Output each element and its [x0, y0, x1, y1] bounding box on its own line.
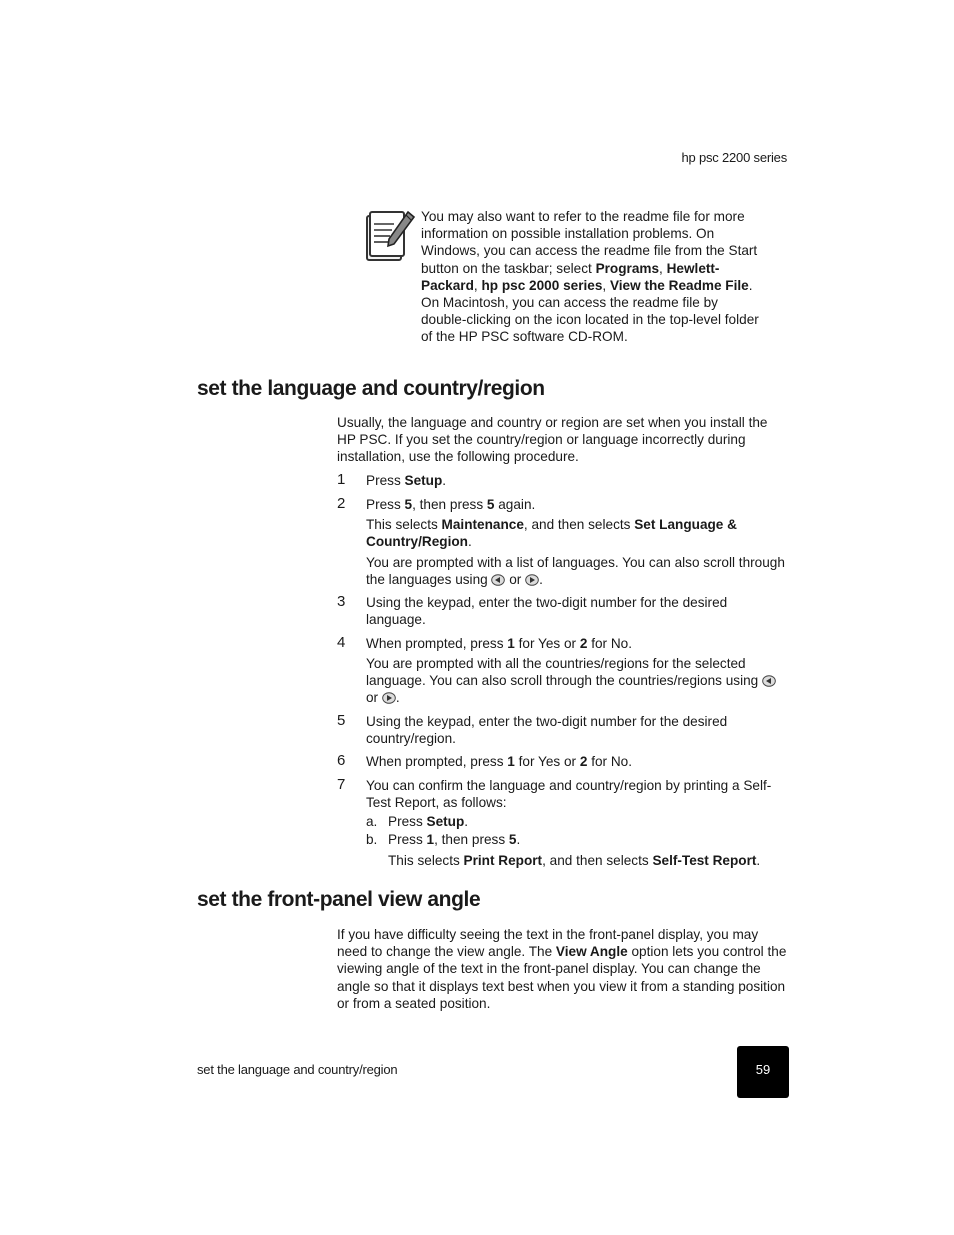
running-footer: set the language and country/region — [197, 1062, 398, 1077]
section-heading-view-angle: set the front-panel view angle — [197, 888, 481, 911]
step-7b: b. Press 1, then press 5. — [366, 832, 521, 847]
step-4-scroll-note: You are prompted with all the countries/regions for the selected language. You can also scroll through the countries/regions using or . — [366, 655, 786, 707]
step-2-scroll-note: You are prompted with a list of languages. You can also scroll through the languages using or . — [366, 555, 785, 588]
step-2-result: This selects Maintenance, and then selects Set Language & Country/Region. — [366, 517, 737, 550]
section-heading-language: set the language and country/region — [197, 377, 545, 400]
left-arrow-button-icon — [762, 674, 776, 686]
intro-paragraph: Usually, the language and country or region are set when you install the HP PSC. If you set the country/region or language incorrectly during installation, use the following procedure. — [337, 415, 768, 465]
step-7a: a. Press Setup. — [366, 814, 469, 829]
step-7-result: This selects Print Report, and then selects Self-Test Report. — [388, 853, 761, 868]
page-number: 59 — [737, 1046, 789, 1098]
running-header: hp psc 2200 series — [681, 150, 787, 165]
view-angle-paragraph: If you have difficulty seeing the text in the front-panel display, you may need to change the view angle. The View Angle option lets you control the viewing angle of the text in the front-panel display. You can change the angle so that it displays text best when you view it from a standing position or from a seated position. — [337, 927, 787, 1011]
note-text: You may also want to refer to the readme file for more information on possible installation problems. On Windows, you can access the readme file from the Start button on the taskbar; select Programs, Hewlett-Packard, hp psc 2000 series, View the Readme File. On Macintosh, you can access the readme file by double-clicking on the icon located in the top-level folder of the HP PSC software CD-ROM. — [421, 209, 759, 345]
right-arrow-button-icon — [525, 573, 539, 585]
right-arrow-button-icon — [382, 691, 396, 703]
note-pad-pencil-icon — [364, 208, 418, 264]
left-arrow-button-icon — [491, 573, 505, 585]
